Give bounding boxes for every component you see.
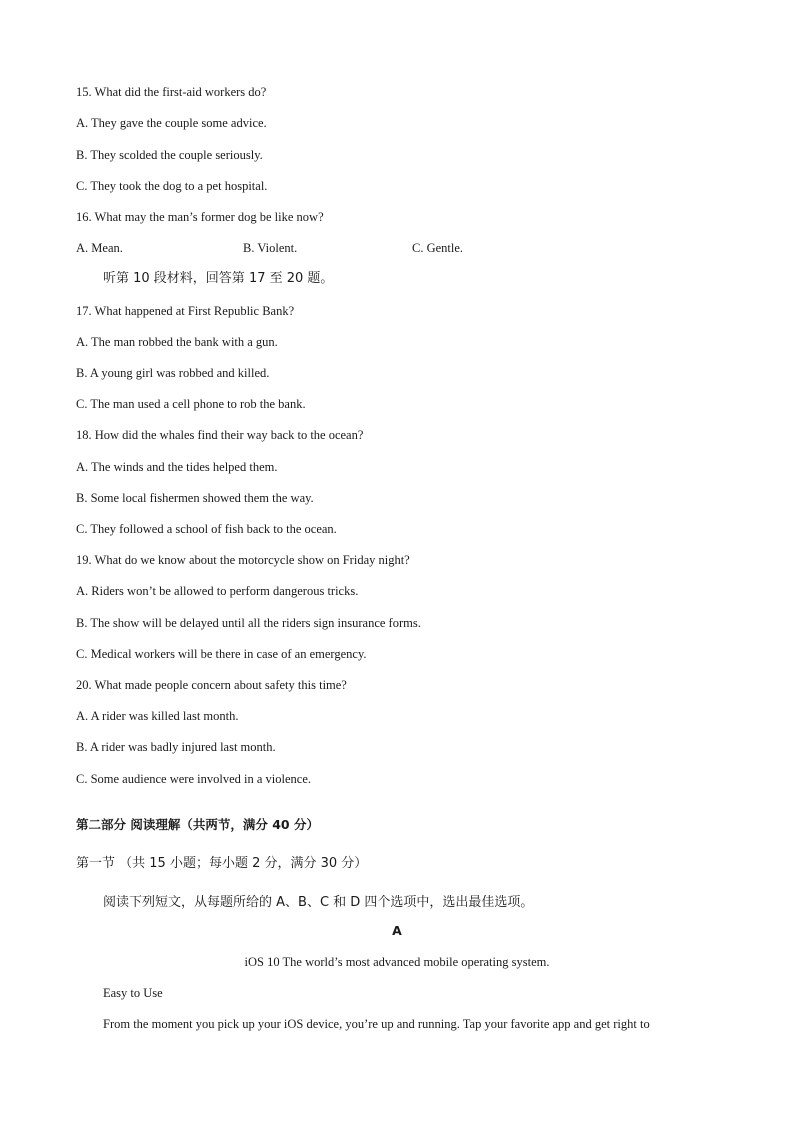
question-15-option-b: B. They scolded the couple seriously.	[76, 148, 263, 162]
part-2-heading: 第二部分 阅读理解（共两节，满分 40 分）	[76, 817, 319, 832]
question-16-option-c: C. Gentle.	[412, 241, 464, 255]
question-15: 15. What did the first-aid workers do?	[76, 85, 267, 99]
passage-title: iOS 10 The world’s most advanced mobile operating system.	[244, 955, 550, 969]
question-18-option-b: B. Some local fishermen showed them the way.	[76, 491, 314, 505]
question-20-option-b: B. A rider was badly injured last month.	[76, 740, 276, 754]
question-18-option-c: C. They followed a school of fish back to the ocean.	[76, 522, 337, 536]
question-16-option-a: A. Mean.	[76, 241, 123, 255]
reading-instruction: 阅读下列短文，从每题所给的 A、B、C 和 D 四个选项中，选出最佳选项。	[103, 895, 534, 910]
question-19-option-b: B. The show will be delayed until all the riders sign insurance forms.	[76, 616, 421, 630]
question-19-option-c: C. Medical workers will be there in case of an emergency.	[76, 647, 367, 661]
passage-subheading: Easy to Use	[103, 986, 163, 1000]
passage-body-line: From the moment you pick up your iOS device, you’re up and running. Tap your favorite app and get right to	[103, 1017, 650, 1031]
question-18: 18. How did the whales find their way back to the ocean?	[76, 428, 364, 442]
question-15-option-c: C. They took the dog to a pet hospital.	[76, 179, 268, 193]
question-16-option-b: B. Violent.	[243, 241, 298, 255]
question-15-option-a: A. They gave the couple some advice.	[76, 116, 267, 130]
question-16: 16. What may the man’s former dog be like now?	[76, 210, 324, 224]
question-20-option-c: C. Some audience were involved in a violence.	[76, 772, 311, 786]
question-20: 20. What made people concern about safety this time?	[76, 678, 347, 692]
question-17: 17. What happened at First Republic Bank?	[76, 304, 295, 318]
section-1-heading: 第一节 （共 15 小题；每小题 2 分，满分 30 分）	[76, 856, 368, 871]
question-19-option-a: A. Riders won’t be allowed to perform dangerous tricks.	[76, 584, 359, 598]
question-17-option-b: B. A young girl was robbed and killed.	[76, 366, 270, 380]
question-17-option-a: A. The man robbed the bank with a gun.	[76, 335, 278, 349]
listening-instruction-10: 听第 10 段材料，回答第 17 至 20 题。	[103, 271, 334, 286]
question-18-option-a: A. The winds and the tides helped them.	[76, 460, 278, 474]
question-20-option-a: A. A rider was killed last month.	[76, 709, 239, 723]
question-19: 19. What do we know about the motorcycle show on Friday night?	[76, 553, 410, 567]
passage-letter: A	[392, 923, 402, 938]
question-17-option-c: C. The man used a cell phone to rob the bank.	[76, 397, 306, 411]
